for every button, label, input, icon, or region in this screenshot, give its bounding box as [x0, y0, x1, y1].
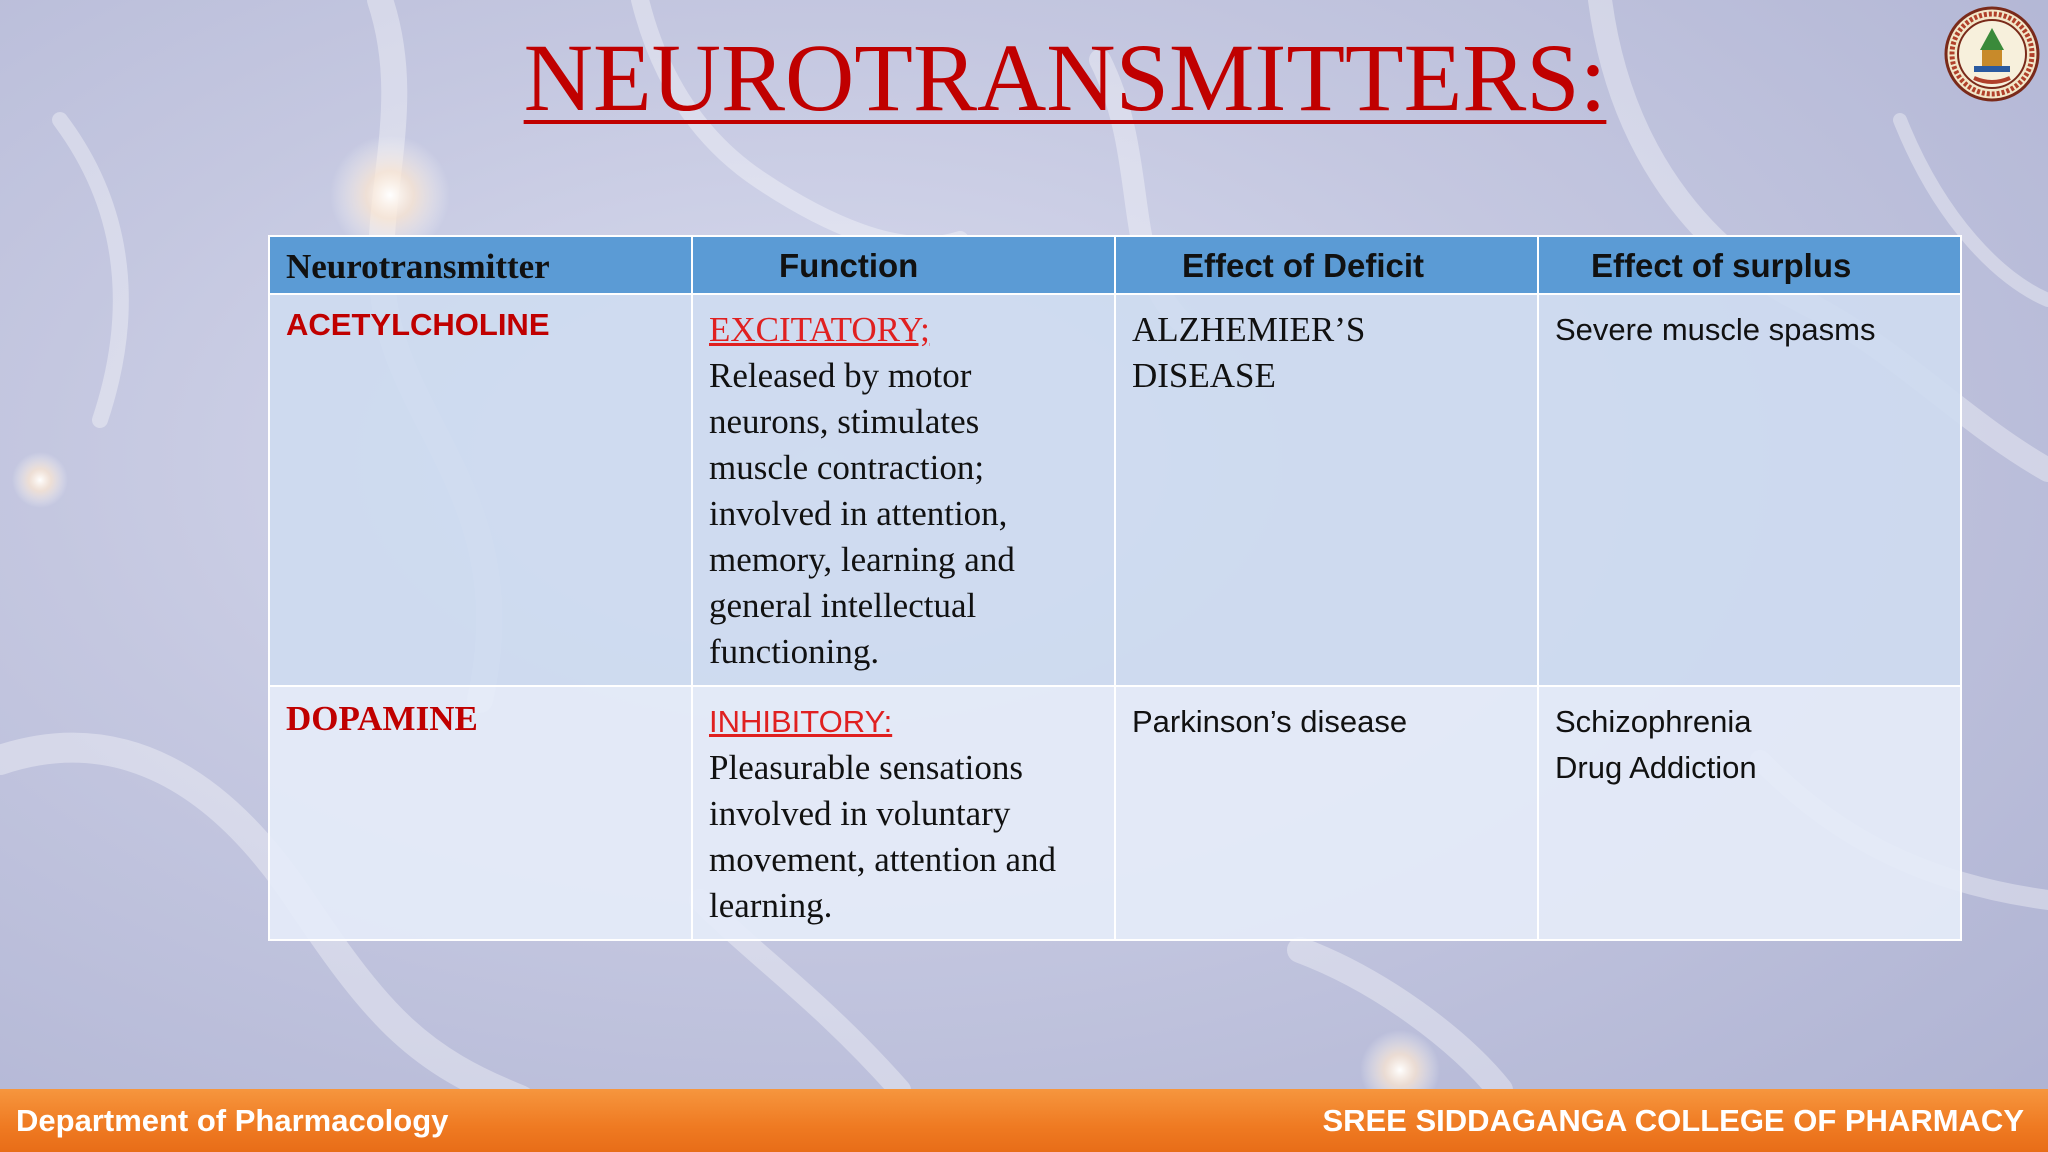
- cell-neurotransmitter: [269, 294, 692, 686]
- cell-effect-of-deficit: [1115, 294, 1538, 686]
- footer-department: Department of Pharmacology: [16, 1103, 449, 1138]
- function-type-label: EXCITATORY;: [709, 310, 930, 349]
- deficit-line: ALZHEMIER’S: [1132, 310, 1366, 349]
- function-line: neurons, stimulates: [709, 402, 980, 441]
- function-line: involved in voluntary: [709, 794, 1011, 833]
- slide-title-text: NEUROTRANSMITTERS:: [523, 24, 1607, 131]
- college-seal-logo: [1944, 6, 2040, 102]
- header-effect-of-deficit: [1115, 236, 1538, 294]
- cell-effect-of-deficit: [1115, 686, 1538, 940]
- surplus-line: Drug Addiction: [1555, 750, 1757, 785]
- cell-function: [692, 686, 1115, 940]
- function-line: Released by motor: [709, 356, 972, 395]
- function-line: movement, attention and: [709, 840, 1056, 879]
- header-neurotransmitter-label: Neurotransmitter: [286, 247, 550, 286]
- cell-neurotransmitter: [269, 686, 692, 940]
- function-type-label: INHIBITORY:: [709, 704, 893, 739]
- footer-bar: [0, 1089, 2048, 1152]
- cell-effect-of-surplus: [1538, 294, 1961, 686]
- function-line: memory, learning and: [709, 540, 1015, 579]
- neurotransmitter-name: ACETYLCHOLINE: [286, 307, 550, 342]
- slide-title: [0, 22, 2048, 133]
- deficit-line: Parkinson’s disease: [1132, 704, 1408, 739]
- neurotransmitter-table: [268, 235, 1962, 941]
- header-surplus-label: Effect of surplus: [1591, 247, 1852, 284]
- cell-effect-of-surplus: [1538, 686, 1961, 940]
- function-line: Pleasurable sensations: [709, 748, 1023, 787]
- function-line: muscle contraction;: [709, 448, 985, 487]
- header-effect-of-surplus: [1538, 236, 1961, 294]
- header-function-label: Function: [779, 247, 919, 284]
- header-function: [692, 236, 1115, 294]
- footer-college-name: SREE SIDDAGANGA COLLEGE OF PHARMACY: [1322, 1103, 2024, 1138]
- header-neurotransmitter: [269, 236, 692, 294]
- function-line: functioning.: [709, 632, 880, 671]
- cell-function: [692, 294, 1115, 686]
- table-row: [269, 686, 1961, 940]
- deficit-line: DISEASE: [1132, 356, 1276, 395]
- surplus-line: Severe muscle spasms: [1555, 312, 1876, 347]
- header-deficit-label: Effect of Deficit: [1182, 247, 1425, 284]
- function-line: learning.: [709, 886, 833, 925]
- function-line: general intellectual: [709, 586, 977, 625]
- table-header-row: [269, 236, 1961, 294]
- table-row: [269, 294, 1961, 686]
- surplus-line: Schizophrenia: [1555, 704, 1752, 739]
- neurotransmitter-name: DOPAMINE: [286, 699, 478, 738]
- function-line: involved in attention,: [709, 494, 1008, 533]
